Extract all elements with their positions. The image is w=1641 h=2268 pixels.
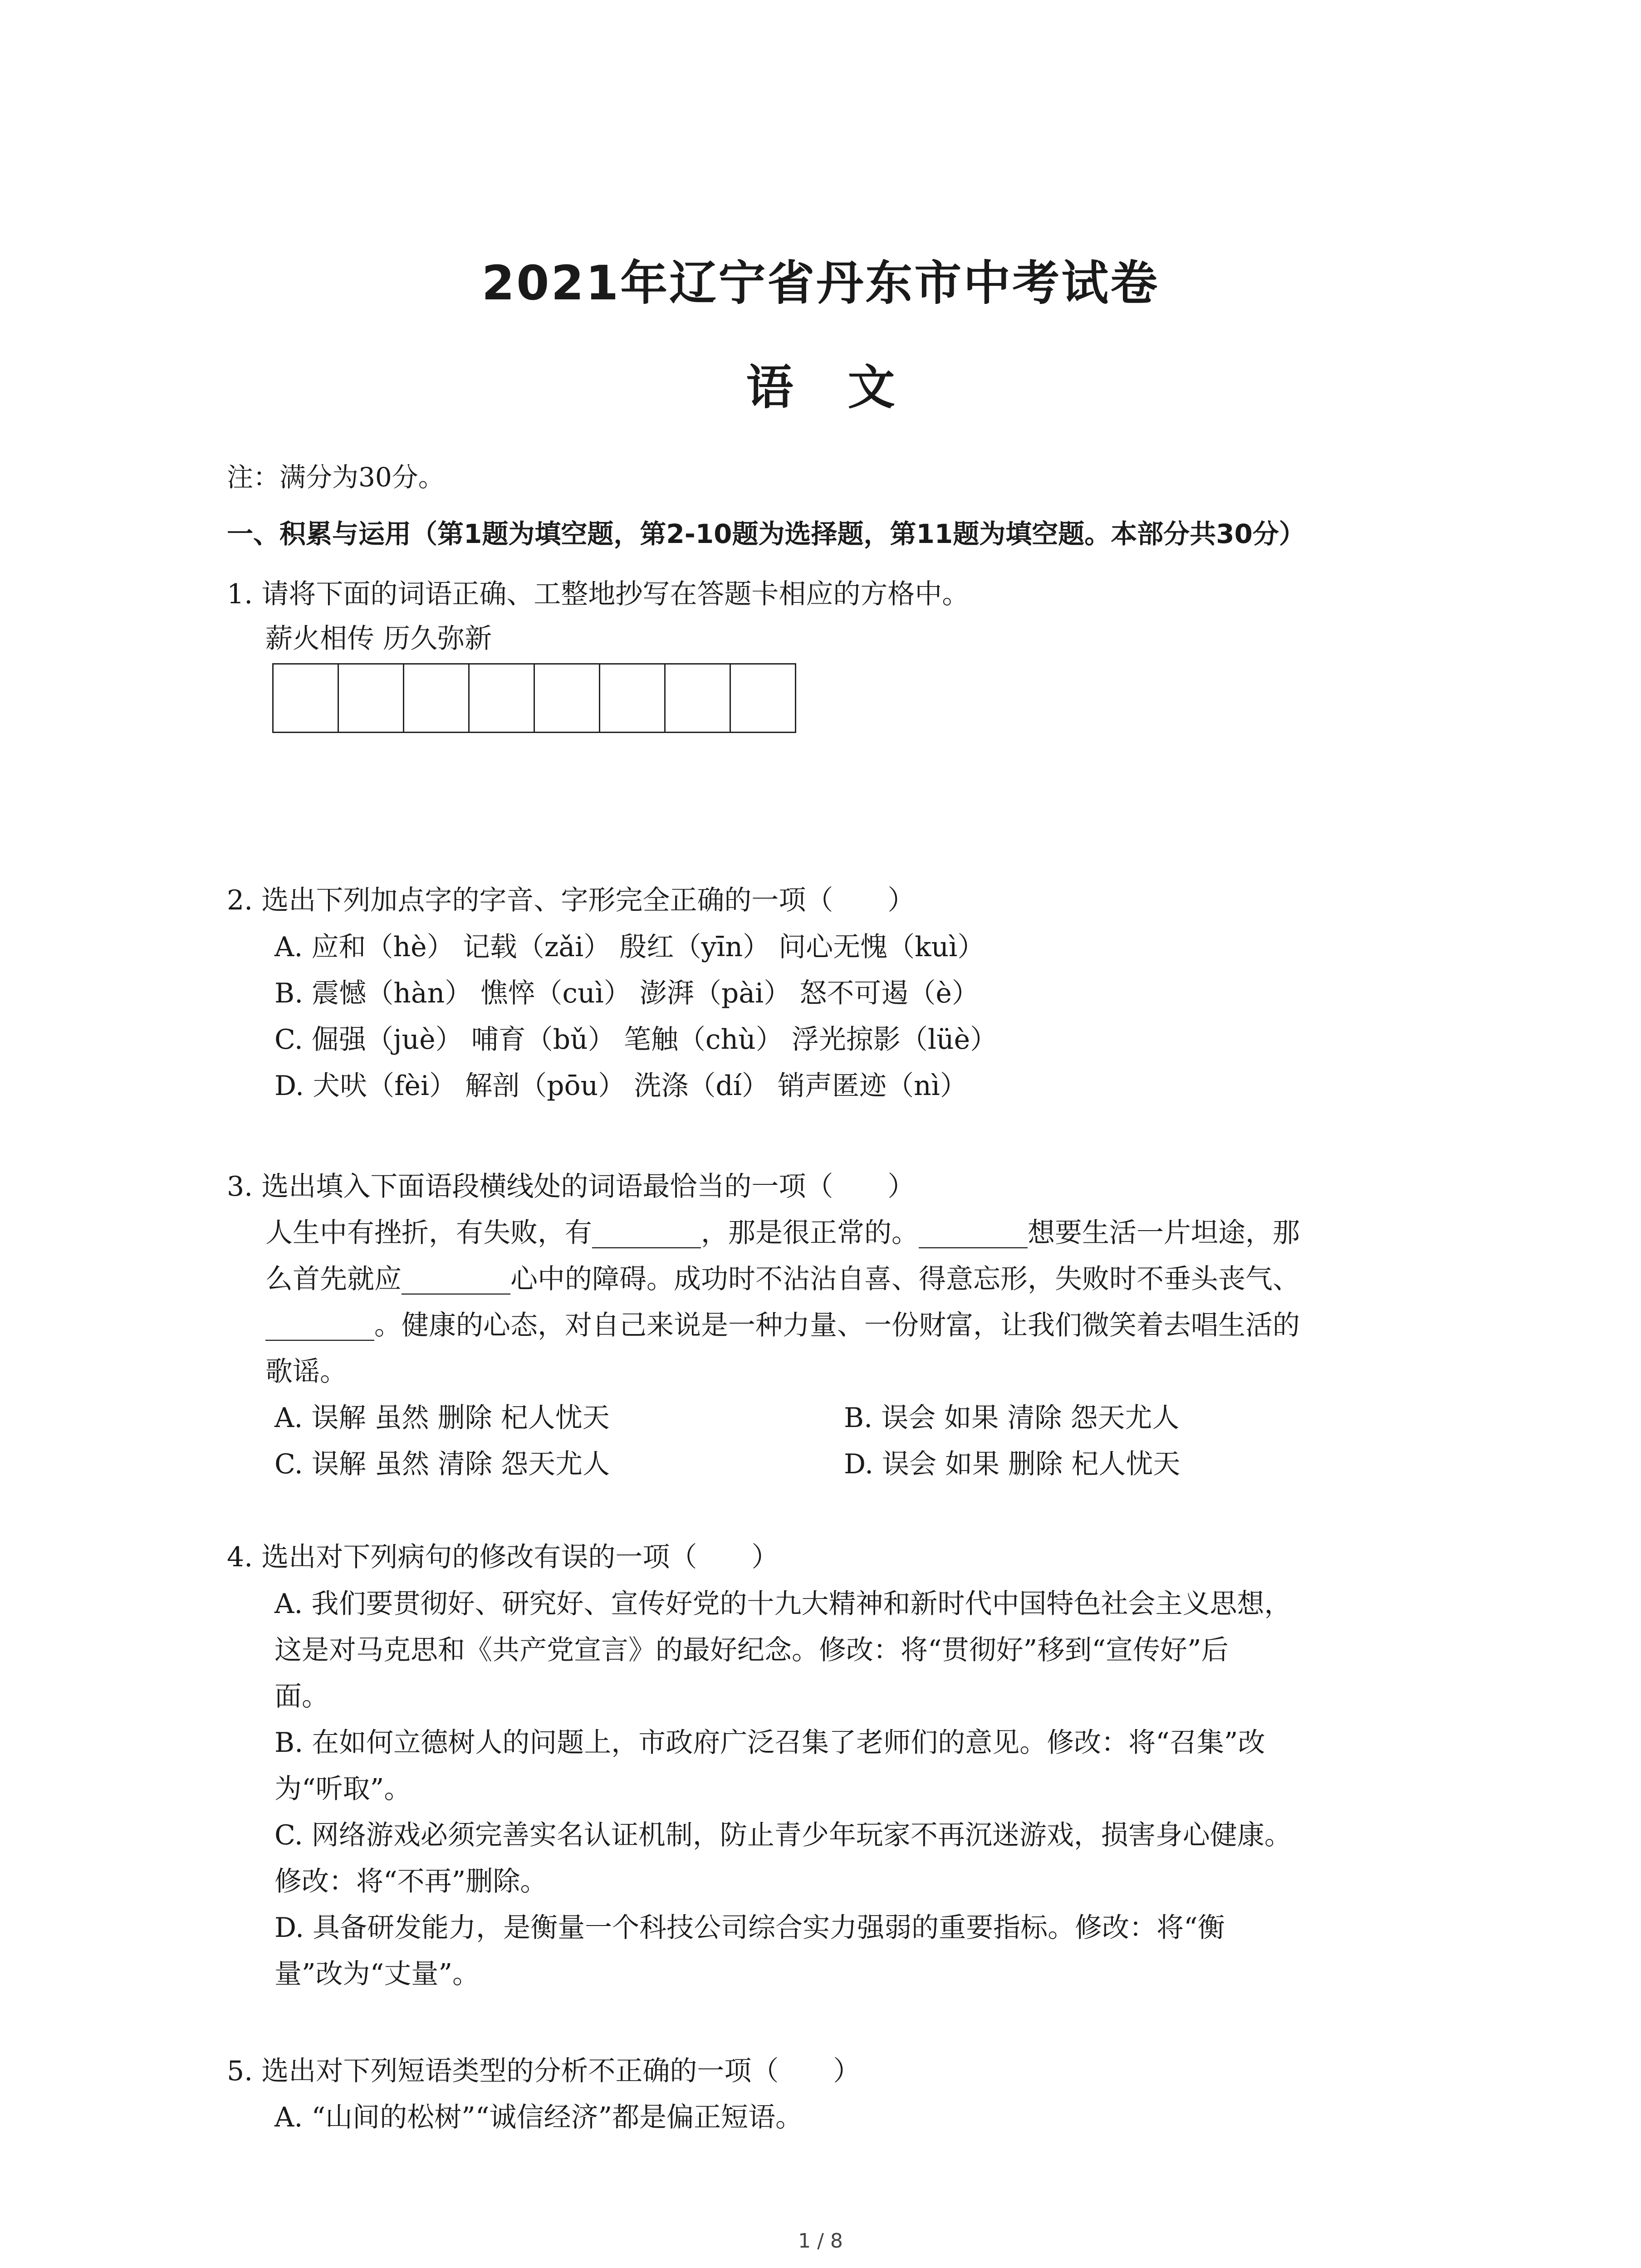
answer-cell[interactable] (534, 663, 600, 733)
question-2-option-a: A. 应和（hè） 记载（zǎi） 殷红（yīn） 问心无愧（kuì） (274, 931, 985, 963)
question-4-line: C. 网络游戏必须完善实名认证机制，防止青少年玩家不再沉迷游戏，损害身心健康。 (274, 1819, 1292, 1851)
answer-cell[interactable] (730, 663, 796, 733)
answer-cell[interactable] (468, 663, 535, 733)
question-3-option-d: D. 误会 如果 删除 杞人忧天 (844, 1448, 1181, 1480)
answer-grid (272, 663, 795, 733)
page-title: 2021年辽宁省丹东市中考试卷 (481, 255, 1160, 311)
question-3-option-a: A. 误解 虽然 删除 杞人忧天 (274, 1402, 610, 1434)
question-5-option-a: A. “山间的松树”“诚信经济”都是偏正短语。 (274, 2102, 803, 2133)
question-3-option-c: C. 误解 虽然 清除 怨天尤人 (274, 1448, 610, 1480)
answer-cell[interactable] (272, 663, 339, 733)
question-4-line: 面。 (274, 1681, 329, 1712)
question-4-line: 为“听取”。 (274, 1773, 411, 1805)
question-1-stem: 1. 请将下面的词语正确、工整地抄写在答题卡相应的方格中。 (227, 578, 970, 610)
question-3-option-b: B. 误会 如果 清除 怨天尤人 (844, 1402, 1180, 1434)
question-5-stem: 5. 选出对下列短语类型的分析不正确的一项（ ） (227, 2055, 861, 2087)
question-3-stem: 3. 选出填入下面语段横线处的词语最恰当的一项（ ） (227, 1171, 915, 1202)
question-3-passage-line: 歌谣。 (265, 1356, 347, 1388)
score-note: 注：满分为30分。 (227, 462, 445, 493)
question-2-option-c: C. 倔强（juè） 哺育（bǔ） 笔触（chù） 浮光掠影（lüè） (274, 1024, 998, 1056)
question-2-option-b: B. 震憾（hàn） 憔悴（cuì） 澎湃（pài） 怒不可遏（è） (274, 978, 979, 1009)
subject-title: 语文 (746, 360, 950, 415)
question-4-line: B. 在如何立德树人的问题上，市政府广泛召集了老师们的意见。修改：将“召集”改 (274, 1727, 1265, 1759)
page-number: 1 / 8 (798, 2229, 843, 2253)
question-4-line: 量”改为“丈量”。 (274, 1958, 480, 1990)
question-2-option-d: D. 犬吠（fèi） 解剖（pōu） 洗涤（dí） 销声匿迹（nì） (274, 1070, 967, 1102)
question-4-line: 这是对马克思和《共产党宣言》的最好纪念。修改：将“贯彻好”移到“宣传好”后 (274, 1634, 1229, 1666)
answer-cell[interactable] (338, 663, 404, 733)
section-heading: 一、积累与运用（第1题为填空题，第2-10题为选择题，第11题为填空题。本部分共30分） (227, 518, 1305, 549)
question-4-line: 修改：将“不再”删除。 (274, 1866, 548, 1897)
question-4-line: D. 具备研发能力，是衡量一个科技公司综合实力强弱的重要指标。修改：将“衡 (274, 1912, 1225, 1944)
question-4-line: A. 我们要贯彻好、研究好、宣传好党的十九大精神和新时代中国特色社会主义思想， (274, 1588, 1292, 1620)
question-3-passage-line: 么首先就应________心中的障碍。成功时不沾沾自喜、得意忘形，失败时不垂头丧气、 (265, 1263, 1300, 1295)
answer-cell[interactable] (403, 663, 470, 733)
question-3-passage-line: ________。健康的心态，对自己来说是一种力量、一份财富，让我们微笑着去唱生活的 (265, 1310, 1300, 1341)
question-2-stem: 2. 选出下列加点字的字音、字形完全正确的一项（ ） (227, 885, 915, 916)
answer-cell[interactable] (599, 663, 666, 733)
question-3-passage-line: 人生中有挫折，有失败，有________，那是很正常的。________想要生活一片坦途，那 (265, 1217, 1300, 1249)
answer-cell[interactable] (664, 663, 731, 733)
question-4-stem: 4. 选出对下列病句的修改有误的一项（ ） (227, 1541, 779, 1573)
question-1-words: 薪火相传 历久弥新 (265, 623, 492, 655)
